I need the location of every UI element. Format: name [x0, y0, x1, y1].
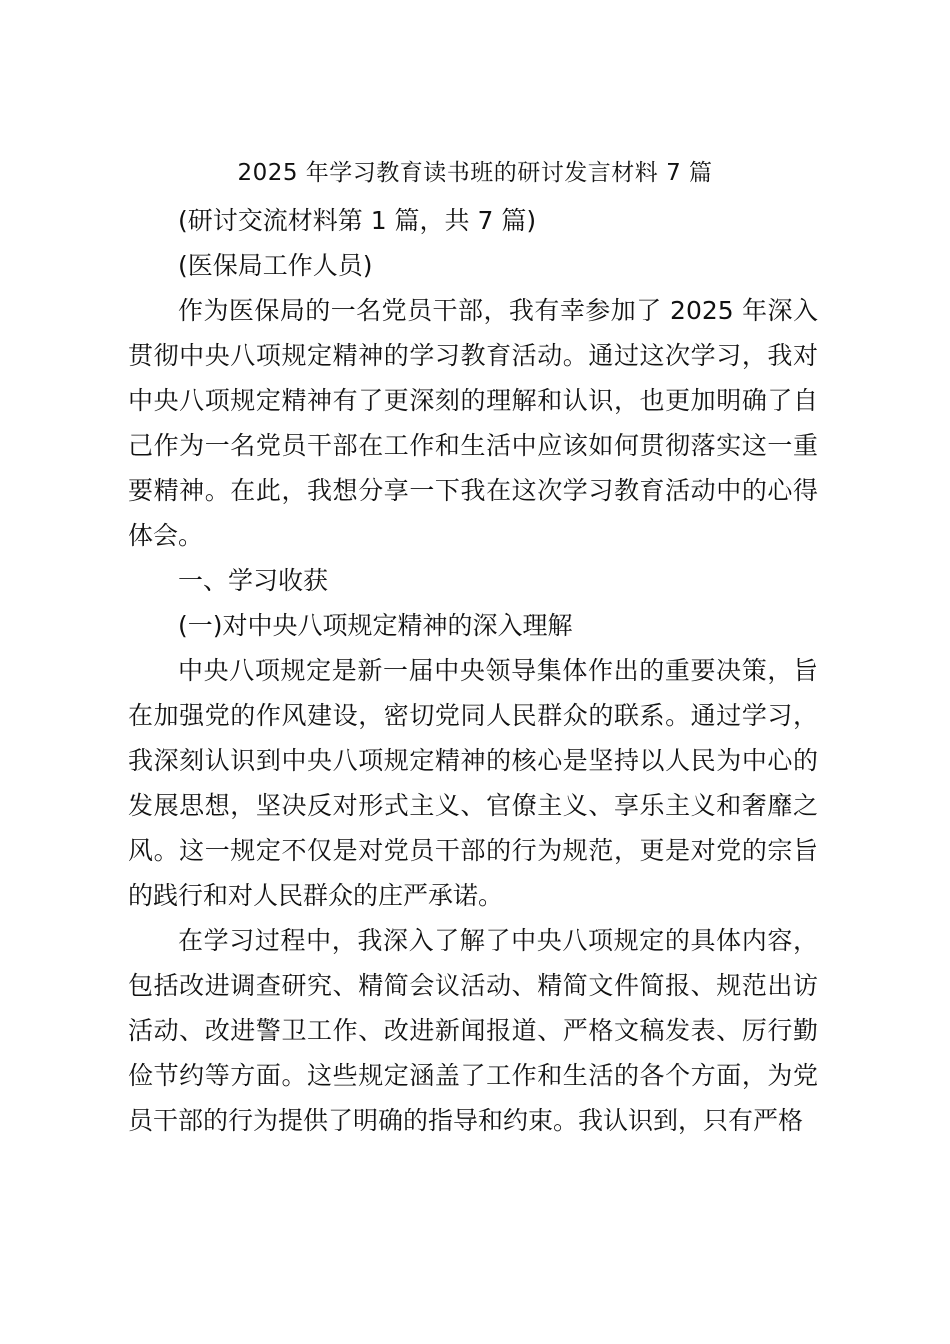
- document-title: 2025 年学习教育读书班的研讨发言材料 7 篇: [237, 160, 713, 186]
- document-body: [128, 198, 818, 1143]
- body-paragraph: 中央八项规定是新一届中央领导集体作出的重要决策，旨在加强党的作风建设，密切党同人民群众的联系。通过学习，我深刻认识到中央八项规定精神的核心是坚持以人民为中心的发展思想，坚决反对形式主义、官僚主义、享乐主义和奢靡之风。这一规定不仅是对党员干部的行为规范，更是对党的宗旨的践行和对人民群众的庄严承诺。: [128, 656, 818, 910]
- meta-author-line: (医保局工作人员): [178, 251, 373, 280]
- body-paragraph: 作为医保局的一名党员干部，我有幸参加了 2025 年深入贯彻中央八项规定精神的学习教育活动。通过这次学习，我对中央八项规定精神有了更深刻的理解和认识，也更加明确了自己作为一名党员干部在工作和生活中应该如何贯彻落实这一重要精神。在此，我想分享一下我在这次学习教育活动中的心得体会。: [128, 296, 818, 550]
- section-heading: 一、学习收获: [178, 566, 329, 595]
- meta-part-line: (研讨交流材料第 1 篇，共 7 篇): [178, 206, 537, 235]
- subsection-heading: (一)对中央八项规定精神的深入理解: [178, 611, 573, 640]
- body-paragraph: 在学习过程中，我深入了解了中央八项规定的具体内容，包括改进调查研究、精简会议活动、精简文件简报、规范出访活动、改进警卫工作、改进新闻报道、严格文稿发表、厉行勤俭节约等方面。这些规定涵盖了工作和生活的各个方面，为党员干部的行为提供了明确的指导和约束。我认识到，只有严格: [128, 926, 818, 1135]
